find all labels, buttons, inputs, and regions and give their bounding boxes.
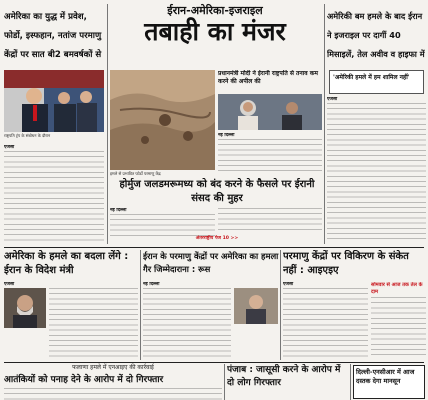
- modi-story-headline: प्रधानमंत्री मोदी ने ईरानी राष्ट्रपति से तनाव कम करने की अपील की: [218, 70, 318, 85]
- russia-headline: ईरान के परमाणु केंद्रों पर अमेरिका का हमला गैर जिम्मेदाराना : रूस: [143, 251, 279, 274]
- punjab-headline: पंजाब : जासूसी करने के आरोप में दो लोग गिरफ्तार: [227, 365, 341, 388]
- left-body-text-lines: [4, 151, 104, 243]
- russia-byline: नई दिल्ली: [143, 282, 160, 287]
- iran-fm-body: [4, 282, 138, 360]
- monsoon-box: [353, 365, 425, 399]
- right-side-teaser: [371, 282, 426, 360]
- fordo-site-photo: [110, 70, 215, 170]
- fordo-site-illustration: [110, 70, 215, 170]
- modi-photo: [218, 94, 322, 130]
- row2-divider-2: [280, 250, 281, 360]
- fordo-photo-caption: हमले से प्रभावित फोर्डो परमाणु केंद्र: [110, 171, 161, 176]
- masthead-kicker: ईरान-अमेरिका-इजराइल: [167, 4, 263, 17]
- russia-photo-illustration: [234, 288, 278, 324]
- modi-body-text-lines: [218, 139, 322, 171]
- iaea-headline: परमाणु केंद्रों पर विकिरण के संकेत नहीं : आइएइए: [283, 251, 409, 276]
- right-quote-text: 'अमेरिकी हमले में हम शामिल नहीं': [333, 74, 410, 81]
- hormuz-body-text-lines-2: [218, 208, 322, 234]
- hormuz-body-2: [218, 208, 322, 236]
- left-byline: एजेंसी: [4, 145, 15, 150]
- left-story-headline: [4, 4, 104, 68]
- right-story-headline-text: बम हमले के बाद ईरान ने इजराइल पर दागीं 40 मिसाइलें, तेल अवीव व हाइफा में: [327, 11, 425, 59]
- right-side-teaser-lines: [371, 297, 426, 355]
- iaea-byline: एजेंसी: [283, 282, 294, 287]
- right-byline: एजेंसी: [327, 97, 338, 102]
- hormuz-byline: नई दिल्ली: [110, 208, 127, 213]
- modi-story-body: [218, 133, 322, 173]
- trump-photo-illustration: [4, 70, 104, 132]
- nia-body-text-lines: [4, 388, 222, 400]
- center-right-divider: [324, 4, 325, 244]
- right-quote-box: [329, 70, 424, 94]
- modi-photo-illustration: [218, 94, 322, 130]
- iran-fm-photo-illustration: [4, 288, 46, 328]
- iran-fm-headline: अमेरिका के हमले का बदला लेंगे : ईरान के विदेश मंत्री: [4, 251, 129, 276]
- international-page-link[interactable]: अंतरराष्ट्रीय पेज 10 >>: [195, 236, 239, 241]
- right-story-body: [327, 97, 426, 247]
- russia-photo: [234, 288, 278, 324]
- iaea-body: [283, 282, 368, 360]
- left-story-body: [4, 145, 104, 245]
- right-side-teaser-text: सोमवार से आज तक तेल के दाम: [371, 282, 423, 295]
- masthead-title: तबाही का मंजर: [144, 17, 286, 46]
- russia-body: [143, 282, 278, 360]
- iran-fm-byline: एजेंसी: [4, 282, 15, 287]
- row2-top-rule: [4, 247, 424, 248]
- bottom-divider-2: [350, 364, 351, 400]
- iran-fm-photo: [4, 288, 46, 328]
- nia-body: [4, 388, 222, 400]
- nia-headline: आतंकियों को पनाह देने के आरोप में दो गिरफ्तार: [4, 375, 164, 385]
- nia-kicker: फलाणा हमले में एनआइए की कार्रवाई: [72, 364, 154, 371]
- trump-photo-caption: राष्ट्रपति ट्रंप के संबोधन के दौरान: [4, 133, 51, 138]
- right-story-headline-prefix: अमेरिकी: [327, 11, 353, 21]
- left-story-headline-prefix: अमेरिका: [4, 12, 31, 22]
- right-story-headline: [327, 4, 426, 68]
- modi-byline: नई दिल्ली: [218, 133, 235, 138]
- hormuz-headline: होर्मुज जलडमरूमध्य को बंद करने के फैसले पर ईरानी संसद की मुहर: [119, 179, 315, 204]
- trump-photo: [4, 70, 104, 132]
- row2-divider-1: [140, 250, 141, 360]
- iran-fm-body-text-lines: [49, 288, 138, 358]
- monsoon-headline: दिल्ली-एनसीआर में आज दस्तक देगा मानसून: [356, 368, 415, 385]
- russia-body-text-lines: [143, 288, 231, 358]
- bottom-divider-1: [224, 364, 225, 400]
- iaea-body-text-lines: [283, 288, 368, 358]
- right-body-text-lines: [327, 103, 426, 243]
- left-story-headline-text: का युद्ध में प्रवेश, फोर्डो, इस्फहान, नतांज परमाणु केंद्रों पर सात बी2 बमवर्षकों से: [4, 12, 102, 60]
